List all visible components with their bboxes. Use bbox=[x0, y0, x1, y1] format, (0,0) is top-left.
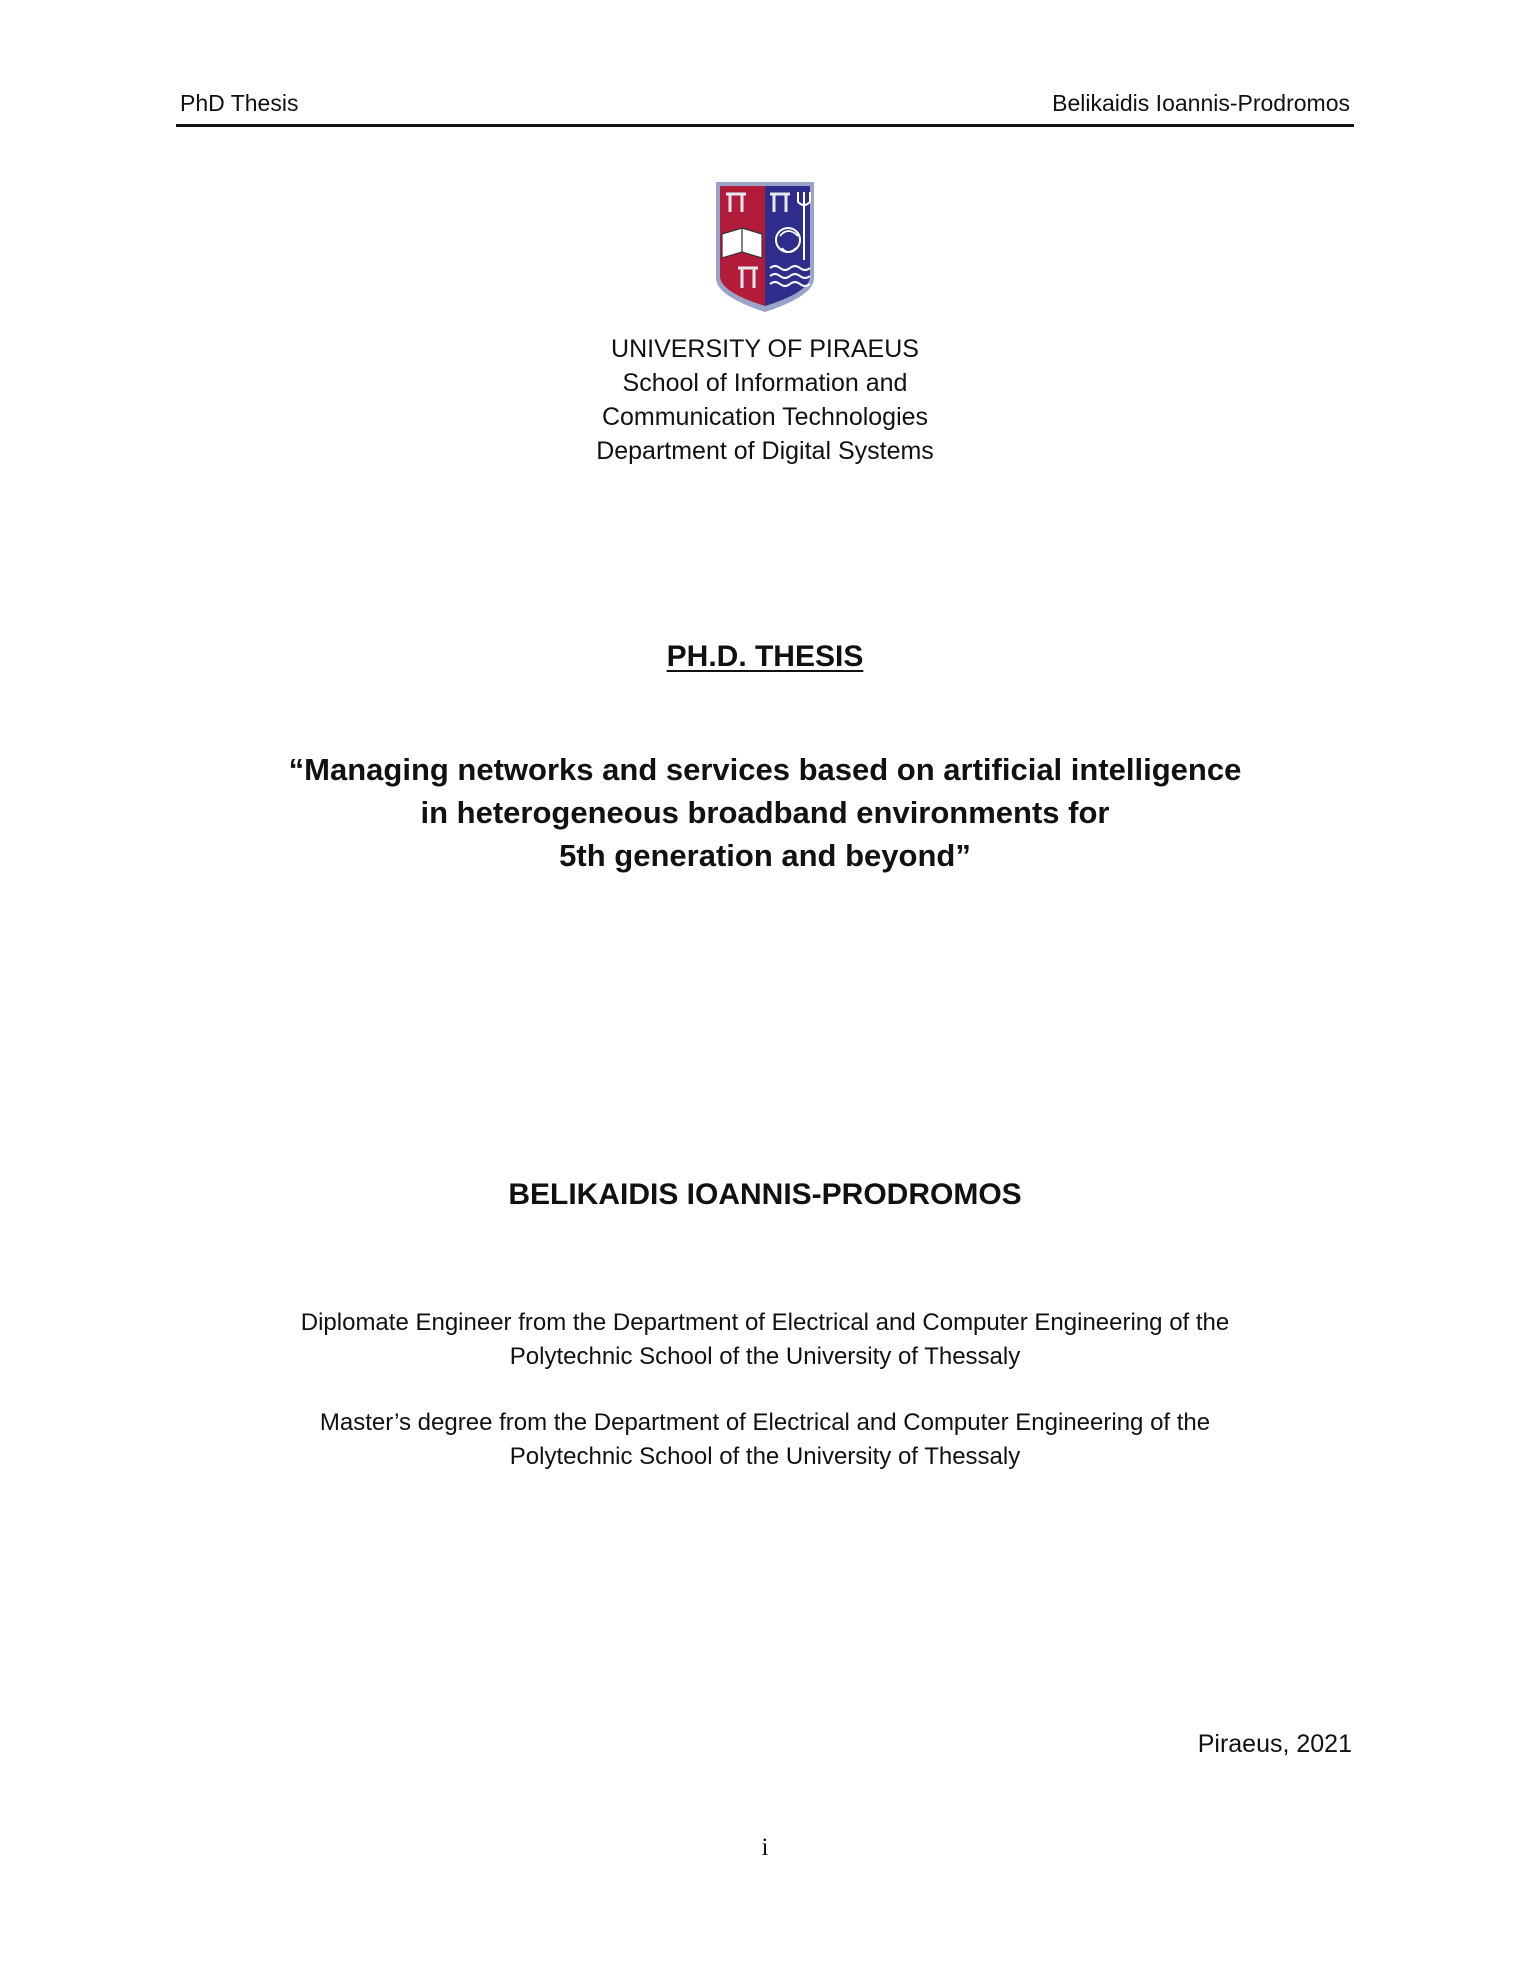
document-type-heading bbox=[0, 640, 1530, 674]
university-name: UNIVERSITY OF PIRAEUS bbox=[611, 335, 919, 363]
thesis-title bbox=[0, 748, 1530, 877]
header-right-text: Belikaidis Ioannis-Prodromos bbox=[1052, 90, 1350, 116]
document-type-text: PH.D. THESIS bbox=[666, 640, 864, 673]
degree-entry bbox=[0, 1306, 1530, 1374]
school-name-line1: School of Information and bbox=[622, 369, 908, 397]
title-line-1: “Managing networks and services based on artificial intelligence bbox=[288, 752, 1242, 787]
university-crest-icon bbox=[712, 178, 818, 314]
degree-line-1: Master’s degree from the Department of Electrical and Computer Engineering of the bbox=[319, 1409, 1211, 1436]
department-name: Department of Digital Systems bbox=[596, 437, 934, 465]
institution-block bbox=[0, 332, 1530, 468]
title-line-3: 5th generation and beyond” bbox=[559, 838, 971, 873]
running-header bbox=[176, 88, 1354, 127]
header-left-text: PhD Thesis bbox=[180, 90, 299, 116]
degree-line-2: Polytechnic School of the University of Thessaly bbox=[509, 1343, 1021, 1370]
page-number: i bbox=[761, 1834, 769, 1861]
degree-line-2: Polytechnic School of the University of Thessaly bbox=[509, 1443, 1021, 1470]
degree-entry bbox=[0, 1406, 1530, 1474]
degree-line-1: Diplomate Engineer from the Department of Electrical and Computer Engineering of the bbox=[300, 1309, 1230, 1336]
place-and-date: Piraeus, 2021 bbox=[1197, 1730, 1352, 1758]
school-name-line2: Communication Technologies bbox=[601, 403, 929, 431]
author-name: BELIKAIDIS IOANNIS-PRODROMOS bbox=[508, 1178, 1022, 1211]
title-line-2: in heterogeneous broadband environments for bbox=[420, 795, 1110, 830]
